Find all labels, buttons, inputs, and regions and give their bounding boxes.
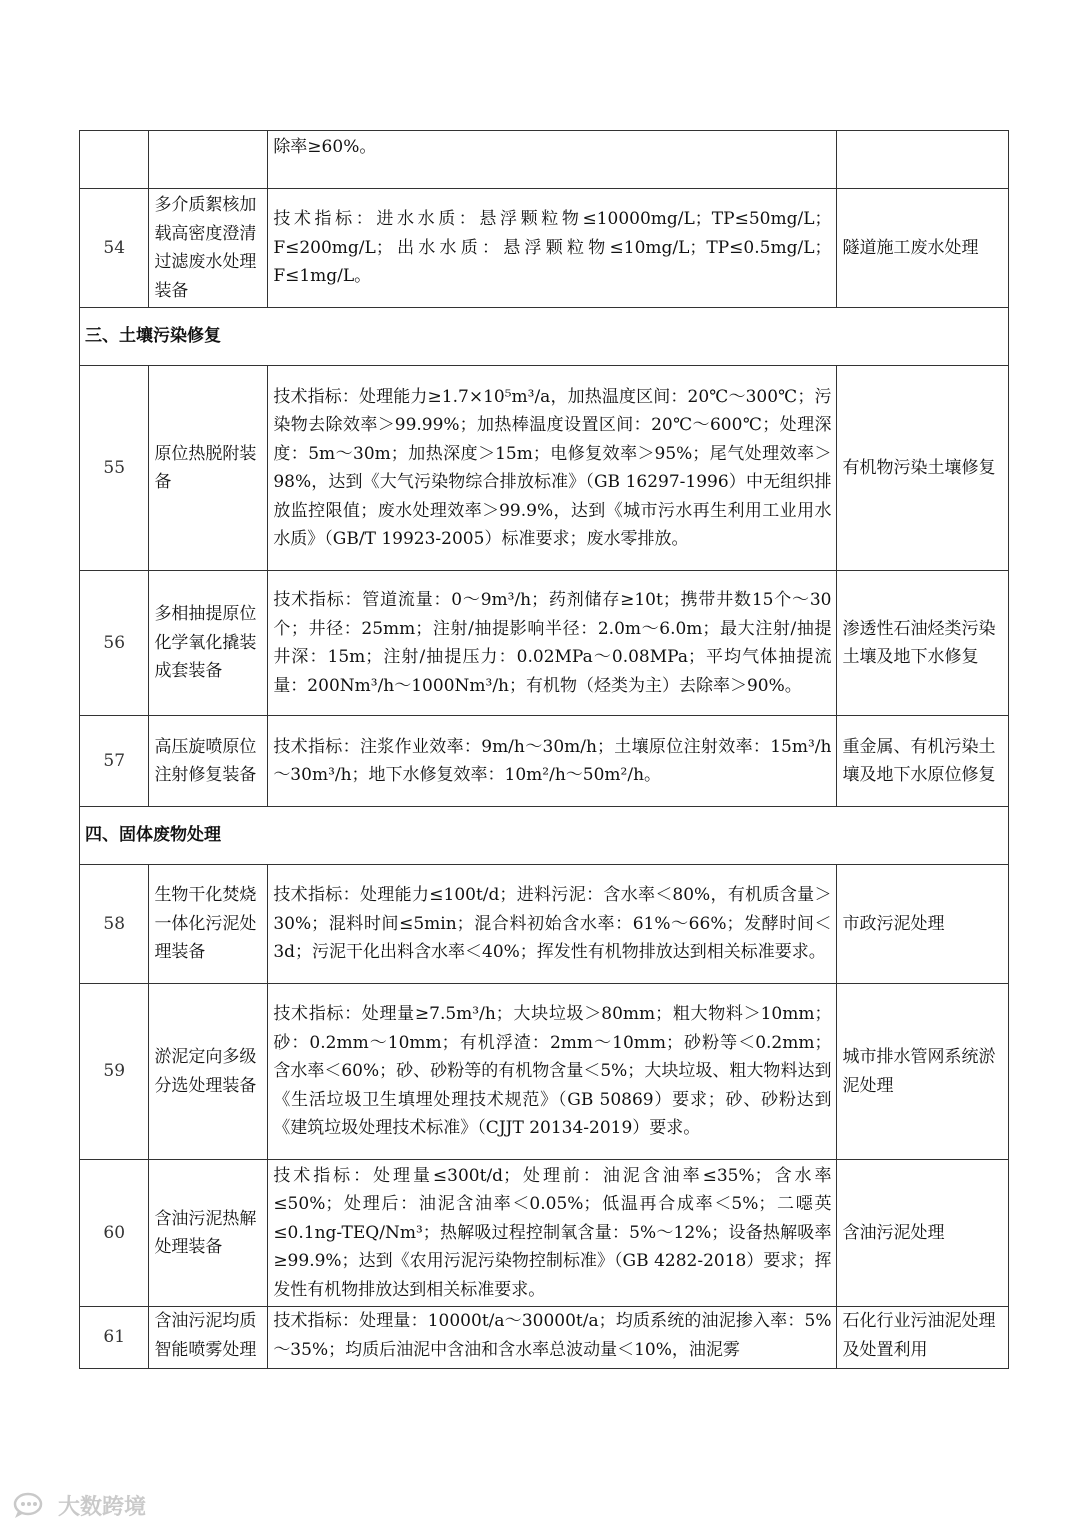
application-scope: 重金属、有机污染土壤及地下水原位修复 bbox=[837, 716, 1009, 807]
watermark-text: 大数跨境 bbox=[58, 1494, 147, 1520]
table-row bbox=[80, 984, 1009, 1160]
technical-indicators: 技术指标：处理能力≤100t/d；进料污泥：含水率＜80%，有机质含量＞30%；混料时间≤5min；混合料初始含水率：61%～66%；发酵时间＜3d；污泥干化出料含水率＜40%；挥发性有机物排放达到相关标准要求。 bbox=[268, 865, 837, 984]
technical-indicators: 技术指标：注浆作业效率：9m/h～30m/h；土壤原位注射效率：15m³/h～30m³/h；地下水修复效率：10m²/h～50m²/h。 bbox=[268, 716, 837, 807]
table-row bbox=[80, 571, 1009, 716]
table-row bbox=[80, 865, 1009, 984]
application-scope: 市政污泥处理 bbox=[837, 865, 1009, 984]
table-row bbox=[80, 366, 1009, 571]
table-row bbox=[80, 1307, 1009, 1369]
technical-indicators: 技术指标：进水水质：悬浮颗粒物≤10000mg/L；TP≤50mg/L；F≤200mg/L；出水水质：悬浮颗粒物≤10mg/L；TP≤0.5mg/L；F≤1mg/L。 bbox=[268, 189, 837, 308]
technical-indicators: 技术指标：处理量≥7.5m³/h；大块垃圾＞80mm；粗大物料＞10mm；砂：0.2mm～10mm；有机浮渣：2mm～10mm；砂粉等＜0.2mm；含水率＜60%；砂、砂粉等的有机物含量＜5%；大块垃圾、粗大物料达到《生活垃圾卫生填埋处理技术规范》（GB 50869）要求；砂、砂粉达到《建筑垃圾处理技术标准》（CJJT 20134-2019）要求。 bbox=[268, 984, 837, 1160]
row-number: 54 bbox=[80, 189, 149, 308]
row-number: 61 bbox=[80, 1307, 149, 1369]
technical-indicators: 技术指标：处理量：10000t/a～30000t/a；均质系统的油泥掺入率：5%～35%；均质后油泥中含油和含水率总波动量＜10%，油泥雾 bbox=[268, 1307, 837, 1369]
equipment-name: 多介质絮核加载高密度澄清过滤废水处理装备 bbox=[149, 189, 268, 308]
technical-indicators: 技术指标：处理量≤300t/d；处理前：油泥含油率≤35%；含水率≤50%；处理后：油泥含油率＜0.05%；低温再合成率＜5%；二噁英≤0.1ng-TEQ/Nm³；热解吸过程控制氧含量：5%～12%；设备热解吸率≥99.9%；达到《农用污泥污染物控制标准》（GB 4282-2018）要求；挥发性有机物排放达到相关标准要求。 bbox=[268, 1160, 837, 1307]
equipment-name: 含油污泥均质智能喷雾处理 bbox=[149, 1307, 268, 1369]
equipment-name: 高压旋喷原位注射修复装备 bbox=[149, 716, 268, 807]
application-scope: 隧道施工废水处理 bbox=[837, 189, 1009, 308]
application-scope bbox=[837, 131, 1009, 189]
application-scope: 有机物污染土壤修复 bbox=[837, 366, 1009, 571]
table-row bbox=[80, 1160, 1009, 1307]
row-number: 57 bbox=[80, 716, 149, 807]
table-row bbox=[80, 716, 1009, 807]
equipment-name: 多相抽提原位化学氧化撬装成套装备 bbox=[149, 571, 268, 716]
section-title: 三、土壤污染修复 bbox=[80, 308, 1009, 366]
technical-indicators: 技术指标：处理能力≥1.7×10⁵m³/a，加热温度区间：20℃～300℃；污染物去除效率＞99.99%；加热棒温度设置区间：20℃～600℃；处理深度：5m～30m；加热深度＞15m；电修复效率＞95%；尾气处理效率＞98%，达到《大气污染物综合排放标准》（GB 16297-1996）中无组织排放监控限值；废水处理效率＞99.9%，达到《城市污水再生利用工业用水水质》（GB/T 19923-2005）标准要求；废水零排放。 bbox=[268, 366, 837, 571]
watermark bbox=[12, 1490, 146, 1520]
row-number: 55 bbox=[80, 366, 149, 571]
row-number: 59 bbox=[80, 984, 149, 1160]
chat-bubble-icon bbox=[12, 1491, 52, 1519]
row-number: 58 bbox=[80, 865, 149, 984]
application-scope: 石化行业污油泥处理及处置利用 bbox=[837, 1307, 1009, 1369]
table-row bbox=[80, 131, 1009, 189]
technical-indicators: 除率≥60%。 bbox=[268, 131, 837, 189]
application-scope: 城市排水管网系统淤泥处理 bbox=[837, 984, 1009, 1160]
equipment-name bbox=[149, 131, 268, 189]
equipment-name: 淤泥定向多级分选处理装备 bbox=[149, 984, 268, 1160]
table-row bbox=[80, 189, 1009, 308]
equipment-table bbox=[79, 130, 1009, 1369]
section-title: 四、固体废物处理 bbox=[80, 807, 1009, 865]
row-number: 56 bbox=[80, 571, 149, 716]
equipment-name: 生物干化焚烧一体化污泥处理装备 bbox=[149, 865, 268, 984]
equipment-name: 原位热脱附装备 bbox=[149, 366, 268, 571]
equipment-name: 含油污泥热解处理装备 bbox=[149, 1160, 268, 1307]
section-header-row bbox=[80, 308, 1009, 366]
section-header-row bbox=[80, 807, 1009, 865]
technical-indicators: 技术指标：管道流量：0～9m³/h；药剂储存≥10t；携带井数15个～30个；井径：25mm；注射/抽提影响半径：2.0m～6.0m；最大注射/抽提井深：15m；注射/抽提压力：0.02MPa～0.08MPa；平均气体抽提流量：200Nm³/h～1000Nm³/h；有机物（烃类为主）去除率＞90%。 bbox=[268, 571, 837, 716]
row-number bbox=[80, 131, 149, 189]
application-scope: 渗透性石油烃类污染土壤及地下水修复 bbox=[837, 571, 1009, 716]
application-scope: 含油污泥处理 bbox=[837, 1160, 1009, 1307]
row-number: 60 bbox=[80, 1160, 149, 1307]
